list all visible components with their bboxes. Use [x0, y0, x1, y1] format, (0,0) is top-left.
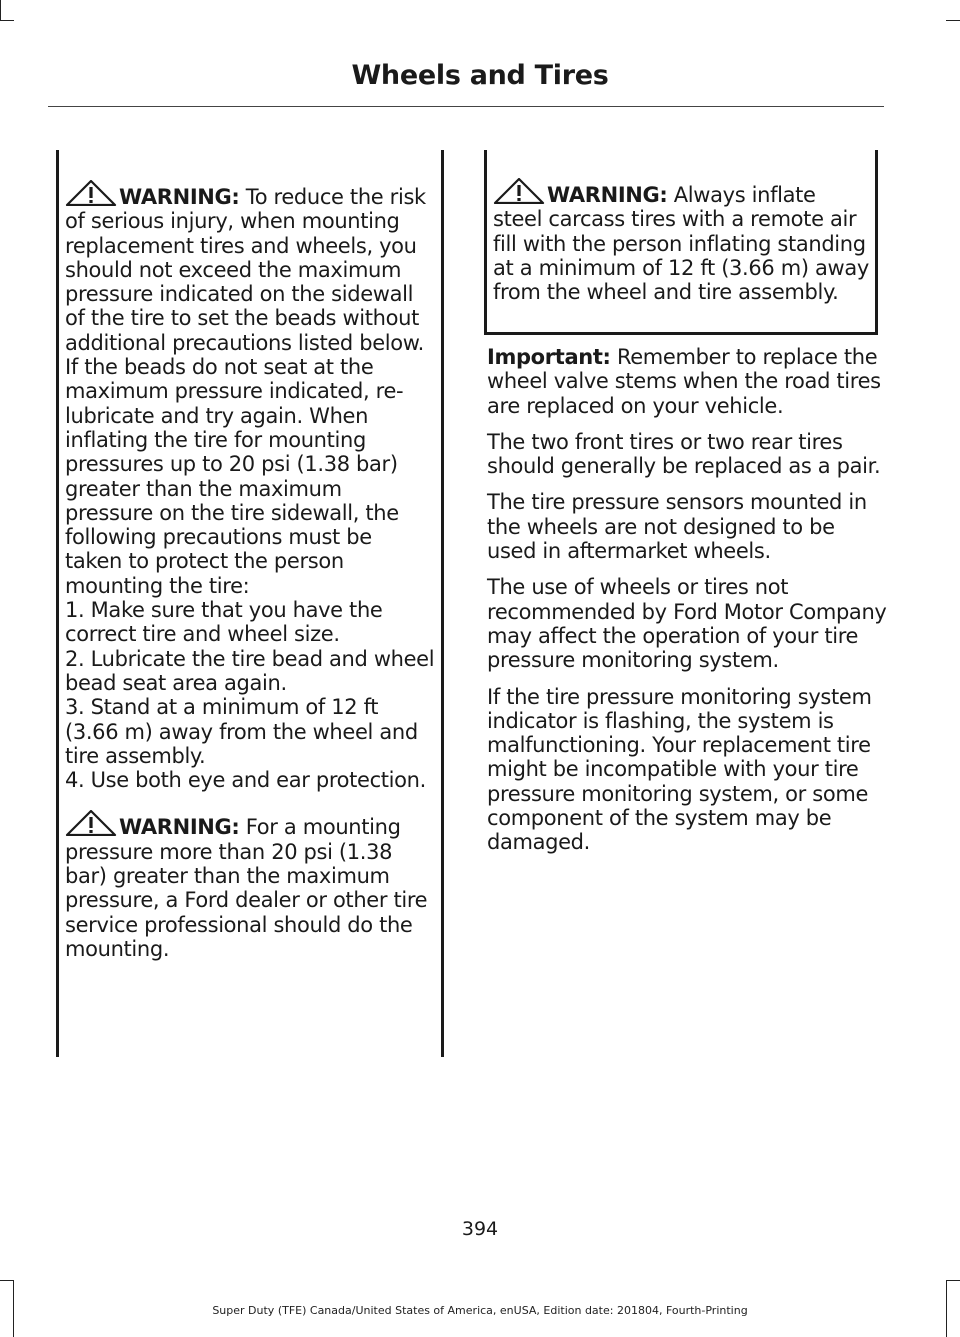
paragraph: The two front tires or two rear tires should generally be replaced as a pair.: [487, 429, 881, 479]
list-item: 1. Make sure that you have the correct tire and wheel size.: [65, 598, 383, 647]
crop-mark-top-left: [0, 0, 1, 20]
list-item: 4. Use both eye and ear protection.: [65, 768, 426, 793]
paragraph: The tire pressure sensors mounted in the wheels are not designed to be used in aftermarket wheels.: [487, 490, 867, 564]
warning-box-left: [56, 150, 444, 1057]
important-text: Remember to replace the wheel valve stems when the road tires are replaced on your vehicle.: [487, 345, 881, 418]
list-item: 3. Stand at a minimum of 12 ft (3.66 m) away from the wheel and tire assembly.: [65, 695, 418, 768]
body-text: [487, 345, 887, 867]
warning-block-2: [59, 810, 441, 961]
crop-mark-bottom-right: [946, 1280, 960, 1281]
crop-mark-bottom-left: [0, 1280, 14, 1281]
important-note: [487, 345, 887, 418]
crop-mark-top-left-h: [0, 20, 14, 21]
warning-text: Always inflate steel carcass tires with a remote air fill with the person inflating standing at a minimum of 12 ft (3.66 m) away from the wheel and tire assembly.: [493, 183, 869, 305]
important-keyword: Important:: [487, 345, 611, 369]
paragraph: If the tire pressure monitoring system indicator is flashing, the system is malfunctioning. Your replacement tire might be incompatible with your tire pressure monitoring system, or some component of the system may be damaged.: [487, 684, 872, 855]
warning-block-3: [487, 150, 875, 304]
precaution-list: [65, 598, 435, 792]
warning-keyword: WARNING:: [547, 183, 668, 207]
warning-triangle-icon: [65, 180, 117, 206]
warning-text: To reduce the risk of serious injury, when mounting replacement tires and wheels, you should not exceed the maximum pressure indicated on the sidewall of the tire to set the beads without additional precautions listed below. If the beads do not seat at the maximum pressure indicated, re-lubricate and try again. When inflating the tire for mounting pressures up to 20 psi (1.38 bar) greater than the maximum pressure on the tire sidewall, the following precautions must be taken to protect the person mounting the tire:: [65, 185, 426, 598]
warning-keyword: WARNING:: [119, 185, 240, 209]
warning-text: For a mounting pressure more than 20 psi (1.38 bar) greater than the maximum pressure, a Ford dealer or other tire service professional should do the mounting.: [65, 815, 428, 961]
page-title: Wheels and Tires: [351, 60, 609, 91]
warning-triangle-icon: [493, 178, 545, 204]
warning-keyword: WARNING:: [119, 815, 240, 840]
header-divider: [48, 106, 884, 107]
footer-edition-info: Super Duty (TFE) Canada/United States of America, enUSA, Edition date: 201804, Fourth-Printing: [212, 1304, 748, 1317]
page-number: 394: [461, 1218, 499, 1240]
list-item: 2. Lubricate the tire bead and wheel bead seat area again.: [65, 646, 435, 695]
warning-triangle-icon: [65, 810, 117, 836]
crop-mark-top-right: [946, 20, 960, 21]
paragraph: The use of wheels or tires not recommended by Ford Motor Company may affect the operation of your tire pressure monitoring system.: [487, 575, 887, 673]
warning-box-right: [484, 150, 878, 335]
warning-block-1: [59, 150, 441, 792]
